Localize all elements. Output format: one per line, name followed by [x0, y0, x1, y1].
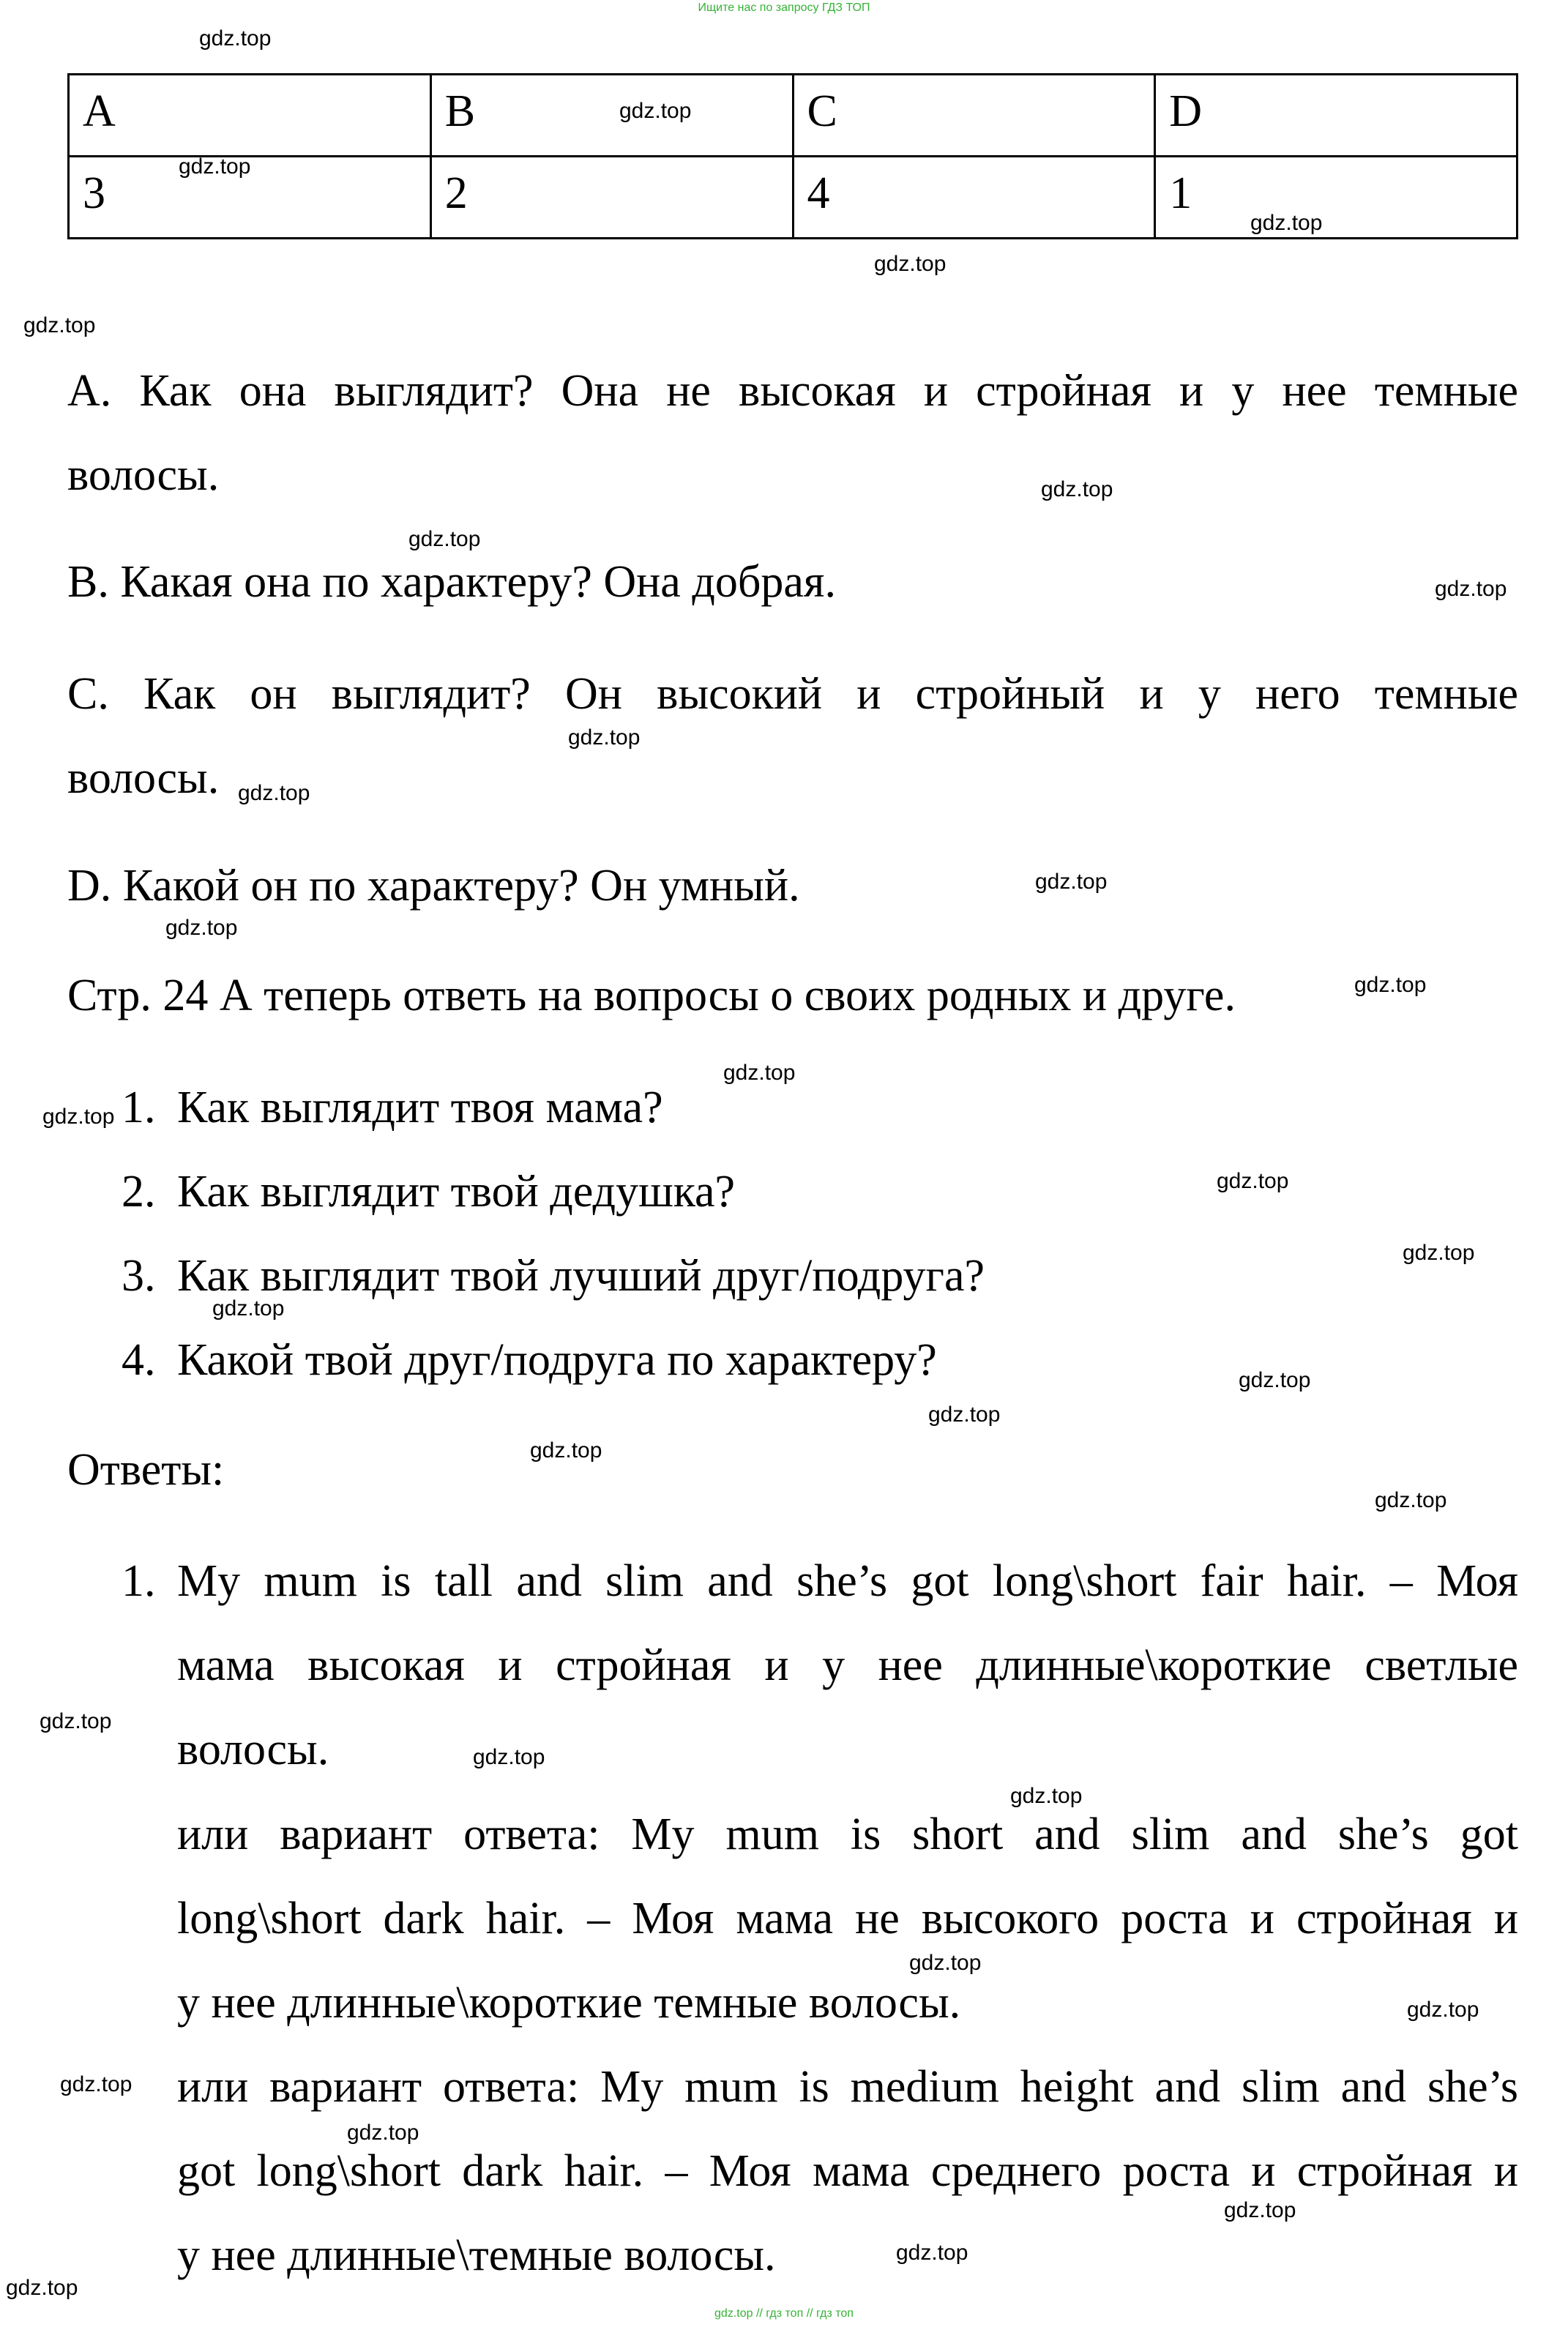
watermark: gdz.top	[1435, 577, 1507, 601]
translation-c-line1: C. Как он выглядит? Он высокий и стройный и у него темные	[67, 669, 1518, 719]
watermark: gdz.top	[165, 916, 238, 940]
question-text: Как выглядит твоя мама?	[177, 1083, 663, 1132]
watermark: gdz.top	[896, 2241, 968, 2265]
watermark: gdz.top	[568, 725, 641, 750]
question-text: Как выглядит твой лучший друг/подруга?	[177, 1251, 985, 1301]
watermark: gdz.top	[23, 313, 96, 337]
answer-line: мама высокая и стройная и у нее длинные\короткие светлые	[177, 1640, 1518, 1690]
translation-c-line2: волосы.	[67, 753, 220, 803]
question-text: Как выглядит твой дедушка?	[177, 1167, 736, 1217]
question-number: 4.	[122, 1335, 156, 1385]
watermark: gdz.top	[1375, 1488, 1447, 1512]
watermark: gdz.top	[1224, 2198, 1296, 2222]
answer-line: или вариант ответа: My mum is short and slim and she’s got	[177, 1809, 1518, 1859]
watermark: gdz.top	[619, 99, 692, 123]
answer-line: long\short dark hair. – Моя мама не высокого роста и стройная и	[177, 1894, 1518, 1943]
answers-label: Ответы:	[67, 1445, 225, 1495]
table-cell: D	[1155, 75, 1517, 157]
watermark: gdz.top	[1010, 1784, 1083, 1808]
table-cell: C	[793, 75, 1155, 157]
answer-line: got long\short dark hair. – Моя мама среднего роста и стройная и	[177, 2146, 1518, 2196]
watermark: gdz.top	[1250, 211, 1323, 235]
watermark: gdz.top	[42, 1105, 115, 1129]
question-number: 1.	[122, 1083, 156, 1132]
answer-line: My mum is tall and slim and she’s got long\short fair hair. – Моя	[177, 1556, 1518, 1606]
table-cell: B	[430, 75, 793, 157]
answer-line: у нее длинные\темные волосы.	[177, 2230, 776, 2280]
watermark: gdz.top	[723, 1061, 796, 1085]
translation-d: D. Какой он по характеру? Он умный.	[67, 861, 800, 911]
watermark: gdz.top	[408, 527, 481, 551]
table-cell: 3	[69, 157, 431, 239]
watermark: gdz.top	[530, 1438, 602, 1463]
watermark: gdz.top	[909, 1951, 982, 1975]
footer-links: gdz.top // гдз топ // гдз топ	[714, 2307, 854, 2320]
table-cell: A	[69, 75, 431, 157]
watermark: gdz.top	[1239, 1368, 1311, 1392]
watermark: gdz.top	[6, 2276, 78, 2300]
watermark: gdz.top	[473, 1745, 545, 1769]
question-text: Какой твой друг/подруга по характеру?	[177, 1335, 937, 1385]
translation-a-line2: волосы.	[67, 450, 220, 500]
watermark: gdz.top	[238, 781, 310, 805]
watermark: gdz.top	[179, 154, 251, 179]
watermark: gdz.top	[1403, 1241, 1475, 1265]
table-cell: 4	[793, 157, 1155, 239]
table-cell: 1	[1155, 157, 1517, 239]
table-row	[69, 157, 1517, 239]
watermark: gdz.top	[874, 252, 947, 276]
watermark: gdz.top	[1217, 1169, 1289, 1193]
table-row	[69, 75, 1517, 157]
answer-table	[67, 73, 1518, 239]
answer-line: волосы.	[177, 1725, 329, 1774]
watermark: gdz.top	[199, 26, 272, 51]
watermark: gdz.top	[347, 2121, 419, 2145]
translation-b: B. Какая она по характеру? Она добрая.	[67, 557, 836, 607]
watermark: gdz.top	[212, 1296, 285, 1321]
question-number: 2.	[122, 1167, 156, 1217]
watermark: gdz.top	[1407, 1998, 1479, 2022]
table-cell: 2	[430, 157, 793, 239]
watermark: gdz.top	[928, 1402, 1001, 1427]
answer-number: 1.	[122, 1556, 156, 1606]
watermark: gdz.top	[1354, 973, 1427, 997]
answer-line: у нее длинные\короткие темные волосы.	[177, 1978, 961, 2028]
watermark: gdz.top	[40, 1709, 112, 1733]
task-heading: Стр. 24 А теперь ответь на вопросы о своих родных и друге.	[67, 971, 1236, 1020]
translation-a-line1: A. Как она выглядит? Она не высокая и стройная и у нее темные	[67, 366, 1518, 416]
top-banner: Ищите нас по запросу ГДЗ ТОП	[698, 1, 870, 14]
watermark: gdz.top	[1035, 870, 1108, 894]
watermark: gdz.top	[60, 2072, 132, 2096]
watermark: gdz.top	[1041, 477, 1113, 501]
question-number: 3.	[122, 1251, 156, 1301]
answer-line: или вариант ответа: My mum is medium height and slim and she’s	[177, 2062, 1518, 2112]
